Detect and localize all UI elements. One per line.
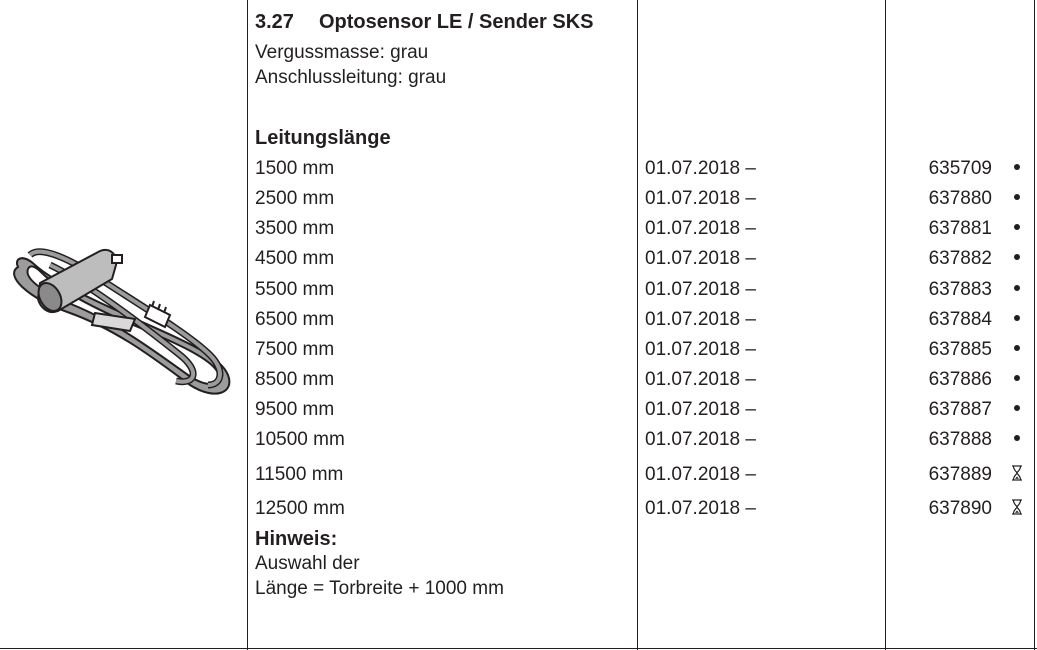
note-heading: Hinweis: [255,528,338,550]
dot-icon [1008,158,1026,180]
cable-length: 9500 mm [255,399,335,420]
dot-icon [1008,309,1026,331]
table-row [0,309,1037,335]
table-row [0,279,1037,305]
valid-from-date: 01.07.2018 – [645,158,756,179]
table-row [0,339,1037,365]
valid-from-date: 01.07.2018 – [645,464,756,485]
table-row [0,369,1037,395]
article-number: 637886 [928,369,992,390]
cable-length-heading: Leitungslänge [255,127,391,149]
dot-icon [1008,399,1026,421]
cable-length: 5500 mm [255,279,335,300]
article-number: 637882 [928,248,992,269]
dot-icon [1008,339,1026,361]
table-bottom-border [0,648,1037,649]
cable-length: 1500 mm [255,158,335,179]
cable-length: 6500 mm [255,309,335,330]
valid-from-date: 01.07.2018 – [645,339,756,360]
note-line: Länge = Torbreite + 1000 mm [255,578,504,599]
note-line: Auswahl der [255,553,360,574]
valid-from-date: 01.07.2018 – [645,369,756,390]
valid-from-date: 01.07.2018 – [645,399,756,420]
article-number: 637883 [928,279,992,300]
valid-from-date: 01.07.2018 – [645,309,756,330]
table-row [0,158,1037,184]
article-number: 637880 [928,188,992,209]
table-row [0,188,1037,214]
attribute-connection-cable: Anschlussleitung: grau [255,67,447,88]
article-number: 637888 [928,429,992,450]
cable-length: 7500 mm [255,339,335,360]
cable-length: 10500 mm [255,429,345,450]
dot-icon [1008,279,1026,301]
article-number: 637887 [928,399,992,420]
dot-icon [1008,369,1026,391]
article-number: 635709 [928,158,992,179]
cable-length: 12500 mm [255,498,345,519]
dot-icon [1008,429,1026,451]
cable-length: 8500 mm [255,369,335,390]
article-number: 637885 [928,339,992,360]
table-row [0,399,1037,425]
article-number: 637890 [928,498,992,519]
valid-from-date: 01.07.2018 – [645,188,756,209]
dot-icon [1008,218,1026,240]
valid-from-date: 01.07.2018 – [645,218,756,239]
article-number: 637884 [928,309,992,330]
valid-from-date: 01.07.2018 – [645,498,756,519]
hourglass-icon [1008,464,1026,486]
dot-icon [1008,248,1026,270]
table-row [0,464,1037,490]
cable-length: 11500 mm [255,464,344,485]
product-title: Optosensor LE / Sender SKS [319,11,594,33]
table-row [0,429,1037,455]
dot-icon [1008,188,1026,210]
table-row [0,498,1037,524]
table-row [0,218,1037,244]
cable-length: 4500 mm [255,248,335,269]
cable-length: 3500 mm [255,218,335,239]
valid-from-date: 01.07.2018 – [645,279,756,300]
hourglass-icon [1008,498,1026,520]
valid-from-date: 01.07.2018 – [645,429,756,450]
article-number: 637889 [928,464,992,485]
cable-length: 2500 mm [255,188,335,209]
attribute-potting-compound: Vergussmasse: grau [255,42,429,63]
table-row [0,248,1037,274]
valid-from-date: 01.07.2018 – [645,248,756,269]
section-number: 3.27 [255,11,294,33]
section-title [255,11,594,34]
article-number: 637881 [928,218,992,239]
